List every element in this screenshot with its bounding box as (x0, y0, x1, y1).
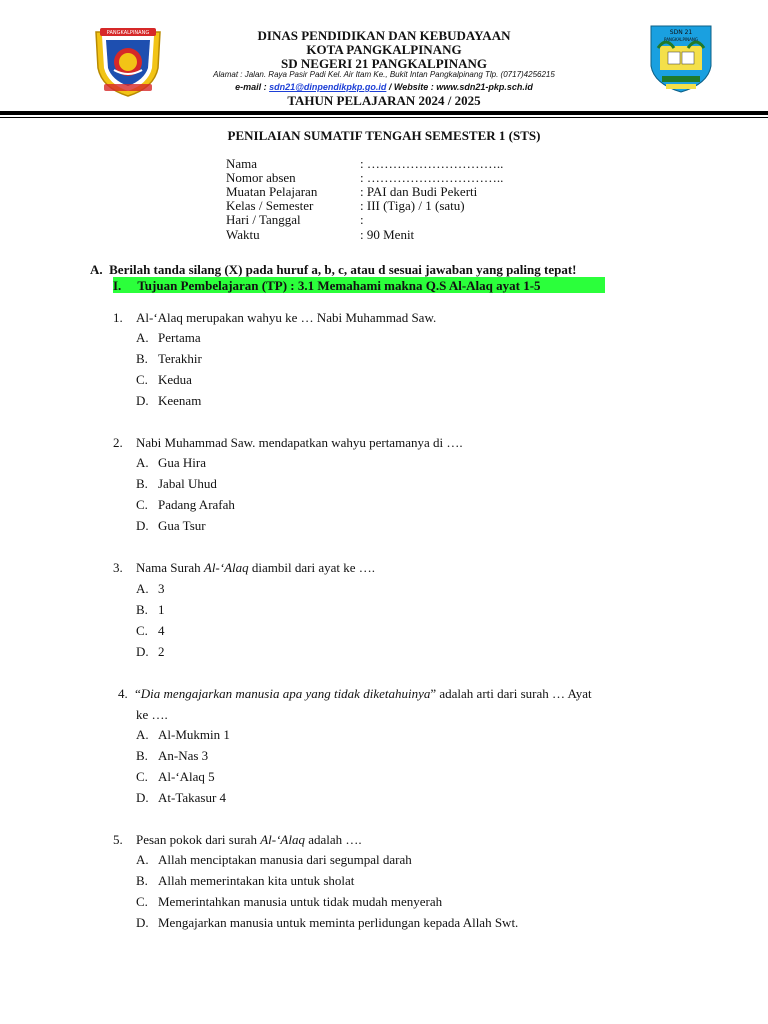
option-text: 4 (158, 623, 165, 638)
question-text: “Dia mengajarkan manusia apa yang tidak diketahuinya” adalah arti dari surah … Ayat (135, 686, 592, 701)
header-divider-thin (0, 117, 768, 118)
question-4-continuation (136, 708, 168, 722)
question-number: 2. (113, 435, 123, 450)
question-text: Pesan pokok dari surah Al-‘Alaq adalah …. (136, 832, 362, 847)
question-text: Nabi Muhammad Saw. mendapatkan wahyu pertamanya di …. (136, 435, 463, 450)
option-text: 3 (158, 581, 165, 596)
option-text: Al-‘Alaq 5 (158, 769, 215, 784)
option-letter: B. (136, 748, 148, 763)
website-text: / Website : www.sdn21-pkp.sch.id (386, 82, 533, 92)
option-letter: B. (136, 351, 148, 366)
question-number: 5. (113, 832, 123, 847)
identity-label: Muatan Pelajaran (226, 184, 318, 199)
option-text: 1 (158, 602, 165, 617)
identity-label: Hari / Tanggal (226, 212, 301, 227)
option-letter: D. (136, 644, 149, 659)
option-text: Pertama (158, 330, 201, 345)
option-letter: D. (136, 393, 149, 408)
question-text: Al-‘Alaq merupakan wahyu ke … Nabi Muhammad Saw. (136, 310, 437, 325)
header-contact (0, 82, 768, 92)
option-text: Mengajarkan manusia untuk meminta perlidungan kepada Allah Swt. (158, 915, 519, 930)
option-text: At-Takasur 4 (158, 790, 227, 805)
option-letter: C. (136, 894, 148, 909)
section-marker: A. (90, 262, 103, 277)
identity-label: Nama (226, 156, 258, 171)
option-letter: C. (136, 497, 148, 512)
option-letter: A. (136, 455, 149, 470)
option-letter: C. (136, 623, 148, 638)
instruction-text: Berilah tanda silang (X) pada huruf a, b, c, atau d sesuai jawaban yang paling tepat! (109, 262, 577, 277)
option-letter: D. (136, 790, 149, 805)
option-letter: B. (136, 602, 148, 617)
section-a-instruction (90, 262, 577, 278)
question-number: 1. (113, 310, 123, 325)
option-text: Allah memerintakan kita untuk sholat (158, 873, 355, 888)
badge-subtitle-text: PANGKALPINANG (664, 37, 698, 42)
identity-label: Nomor absen (226, 170, 296, 185)
identity-value: : (360, 212, 364, 227)
badge-title-text: SDN 21 (669, 29, 693, 36)
identity-value: : ………………………….. (360, 156, 504, 171)
option-letter: A. (136, 330, 149, 345)
option-letter: C. (136, 372, 148, 387)
identity-value: : III (Tiga) / 1 (satu) (360, 198, 465, 213)
header-year: TAHUN PELAJARAN 2024 / 2025 (287, 93, 481, 108)
option-text: Terakhir (158, 351, 202, 366)
exam-title: PENILAIAN SUMATIF TENGAH SEMESTER 1 (STS) (227, 128, 541, 143)
question-number: 4. (118, 686, 128, 701)
header-agency: DINAS PENDIDIKAN DAN KEBUDAYAAN (257, 28, 511, 43)
option-text: 2 (158, 644, 165, 659)
identity-label: Kelas / Semester (226, 198, 314, 213)
header-address: Alamat : Jalan. Raya Pasir Padi Kel. Air Itam Ke., Bukit Intan Pangkalpinang Tlp. (0717)4256215 (213, 70, 555, 79)
option-letter: D. (136, 915, 149, 930)
email-link[interactable]: sdn21@dinpendikpkp.go.id (269, 82, 387, 92)
option-letter: A. (136, 581, 149, 596)
learning-objective-banner (113, 277, 605, 293)
question-text: Nama Surah Al-‘Alaq diambil dari ayat ke …. (136, 560, 375, 575)
tp-text: Tujuan Pembelajaran (TP) : 3.1 Memahami makna Q.S Al-Alaq ayat 1-5 (137, 278, 541, 293)
header-city: KOTA PANGKALPINANG (306, 42, 462, 57)
option-text: Keenam (158, 393, 202, 408)
option-text: Kedua (158, 372, 192, 387)
option-text: Memerintahkan manusia untuk tidak mudah menyerah (158, 894, 443, 909)
option-text: Gua Tsur (158, 518, 206, 533)
emblem-top-text: PANGKALPINANG (106, 30, 150, 36)
option-text: Al-Mukmin 1 (158, 727, 230, 742)
email-prefix: e-mail : (235, 82, 270, 92)
header-divider-thick (0, 111, 768, 115)
question-number: 3. (113, 560, 123, 575)
option-letter: D. (136, 518, 149, 533)
option-letter: A. (136, 727, 149, 742)
option-text: An-Nas 3 (158, 748, 209, 763)
option-text: Padang Arafah (158, 497, 235, 512)
option-text: Gua Hira (158, 455, 207, 470)
option-letter: B. (136, 476, 148, 491)
identity-value: : PAI dan Budi Pekerti (360, 184, 478, 199)
option-letter: B. (136, 873, 148, 888)
identity-value: : ………………………….. (360, 170, 504, 185)
identity-value: : 90 Menit (360, 227, 415, 242)
option-letter: C. (136, 769, 148, 784)
tp-marker: I. (113, 278, 122, 293)
header-school: SD NEGERI 21 PANGKALPINANG (281, 56, 487, 71)
option-letter: A. (136, 852, 149, 867)
identity-label: Waktu (226, 227, 260, 242)
question-text-line2: ke …. (136, 707, 168, 722)
option-text: Jabal Uhud (158, 476, 217, 491)
option-text: Allah menciptakan manusia dari segumpal darah (158, 852, 412, 867)
